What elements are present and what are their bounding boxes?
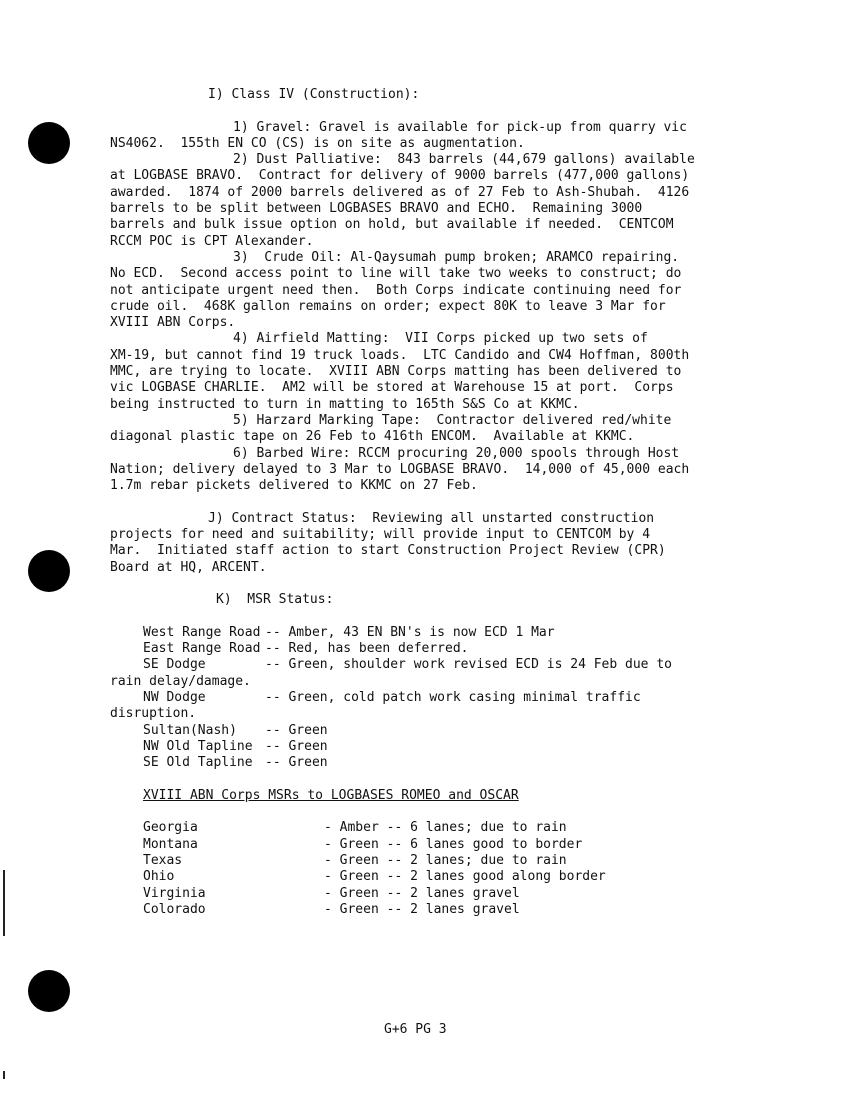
item-barbed-wire-text: 1.7m rebar pickets delivered to KKMC on 27 Feb. (110, 478, 478, 494)
xviii-msr-heading-text: XVIII ABN Corps MSRs to LOGBASES ROMEO and OSCAR (143, 787, 519, 803)
xviii-msr-row (110, 902, 730, 918)
msr-row (110, 690, 730, 706)
msr-status-wrap: disruption. (110, 706, 197, 722)
punch-hole-icon (28, 970, 70, 1012)
msr-road-status: -- Green, shoulder work revised ECD is 24 Feb due to (265, 657, 672, 673)
msr-road-status: -- Green (265, 755, 328, 771)
msr-road-status: -- Green (265, 722, 328, 738)
punch-hole-icon (28, 550, 70, 592)
item-airfield-matting-first-line: 4) Airfield Matting: VII Corps picked up two sets of (233, 331, 648, 347)
section-i-heading: I) Class IV (Construction): (208, 87, 420, 102)
item-dust-palliative-text: awarded. 1874 of 2000 barrels delivered as of 27 Feb to Ash-Shubah. 4126 (110, 184, 690, 200)
xviii-msr-heading (110, 788, 730, 804)
xviii-msr-name: Virginia (143, 885, 206, 901)
xviii-msr-name: Georgia (143, 820, 198, 836)
xviii-msr-status: - Green -- 2 lanes good along border (324, 869, 606, 885)
punch-hole-icon (28, 122, 70, 164)
msr-row (110, 739, 730, 755)
section-j-text: projects for need and suitability; will provide input to CENTCOM by 4 (110, 527, 651, 543)
xviii-msr-row (110, 820, 730, 836)
item-marking-tape-text: diagonal plastic tape on 26 Feb to 416th ENCOM. Available at KKMC. (110, 429, 635, 445)
msr-road-name: NW Old Tapline (143, 738, 253, 754)
msr-status-wrap: rain delay/damage. (110, 673, 251, 689)
xviii-msr-status: - Green -- 2 lanes; due to rain (324, 852, 567, 868)
xviii-msr-row (110, 837, 730, 853)
scan-edge-mark (3, 870, 5, 936)
msr-road-name: SE Dodge (143, 657, 206, 673)
msr-row (110, 625, 730, 641)
item-dust-palliative-text: barrels to be split between LOGBASES BRAVO and ECHO. Remaining 3000 (110, 201, 643, 217)
xviii-msr-row (110, 869, 730, 885)
section-j-first-line: J) Contract Status: Reviewing all unstarted construction (208, 510, 655, 526)
msr-road-status: -- Green (265, 738, 328, 754)
xviii-msr-status: - Green -- 2 lanes gravel (324, 901, 520, 917)
msr-row (110, 657, 730, 673)
item-crude-oil-first-line: 3) Crude Oil: Al-Qaysumah pump broken; ARAMCO repairing. (233, 249, 680, 265)
item-crude-oil-text: crude oil. 468K gallon remains on order; expect 80K to leave 3 Mar for (110, 298, 666, 314)
item-dust-palliative-text: at LOGBASE BRAVO. Contract for delivery of 9000 barrels (477,000 gallons) (110, 168, 690, 184)
msr-road-status: -- Green, cold patch work casing minimal traffic (265, 689, 641, 705)
item-gravel-text: NS4062. 155th EN CO (CS) is on site as augmentation. (110, 135, 525, 151)
msr-road-name: SE Old Tapline (143, 755, 253, 771)
msr-row (110, 641, 730, 657)
xviii-msr-row (110, 853, 730, 869)
scan-edge-mark (3, 1071, 5, 1079)
xviii-msr-name: Ohio (143, 869, 175, 885)
item-airfield-matting-text: being instructed to turn in matting to 165th S&S Co at KKMC. (110, 396, 580, 412)
item-dust-palliative-first-line: 2) Dust Palliative: 843 barrels (44,679 gallons) available (233, 152, 695, 168)
xviii-msr-name: Colorado (143, 901, 206, 917)
item-crude-oil-text: not anticipate urgent need then. Both Corps indicate continuing need for (110, 282, 682, 298)
section-j-text: Mar. Initiated staff action to start Construction Project Review (CPR) (110, 543, 666, 559)
item-crude-oil-text: XVIII ABN Corps. (110, 315, 236, 331)
xviii-msr-row (110, 886, 730, 902)
item-barbed-wire-text: Nation; delivery delayed to 3 Mar to LOGBASE BRAVO. 14,000 of 45,000 each (110, 461, 690, 477)
item-airfield-matting-text: MMC, are trying to locate. XVIII ABN Corps matting has been delivered to (110, 364, 682, 380)
msr-road-name: East Range Road (143, 641, 261, 657)
xviii-msr-status: - Amber -- 6 lanes; due to rain (324, 820, 567, 836)
xviii-msr-name: Montana (143, 836, 198, 852)
item-barbed-wire-first-line: 6) Barbed Wire: RCCM procuring 20,000 spools through Host (233, 445, 680, 461)
item-crude-oil-text: No ECD. Second access point to line will take two weeks to construct; do (110, 266, 682, 282)
msr-road-status: -- Amber, 43 EN BN's is now ECD 1 Mar (265, 624, 555, 640)
document-body (110, 87, 730, 918)
xviii-msr-status: - Green -- 2 lanes gravel (324, 885, 520, 901)
msr-road-name: West Range Road (143, 624, 261, 640)
msr-road-status: -- Red, has been deferred. (265, 641, 469, 657)
xviii-msr-status: - Green -- 6 lanes good to border (324, 836, 583, 852)
msr-row (110, 755, 730, 771)
item-marking-tape-first-line: 5) Harzard Marking Tape: Contractor delivered red/white (233, 412, 672, 428)
section-k-heading: K) MSR Status: (216, 592, 334, 608)
msr-road-name: Sultan(Nash) (143, 722, 237, 738)
msr-row (110, 723, 730, 739)
msr-road-name: NW Dodge (143, 689, 206, 705)
item-airfield-matting-text: XM-19, but cannot find 19 truck loads. LTC Candido and CW4 Hoffman, 800th (110, 347, 690, 363)
section-j-text: Board at HQ, ARCENT. (110, 559, 267, 575)
page-footer: G+6 PG 3 (384, 1022, 447, 1037)
item-dust-palliative-text: barrels and bulk issue option on hold, but available if needed. CENTCOM (110, 217, 674, 233)
item-dust-palliative-text: RCCM POC is CPT Alexander. (110, 233, 314, 249)
item-airfield-matting-text: vic LOGBASE CHARLIE. AM2 will be stored at Warehouse 15 at port. Corps (110, 380, 674, 396)
xviii-msr-name: Texas (143, 852, 183, 868)
item-gravel-first-line: 1) Gravel: Gravel is available for pick-up from quarry vic (233, 119, 687, 135)
